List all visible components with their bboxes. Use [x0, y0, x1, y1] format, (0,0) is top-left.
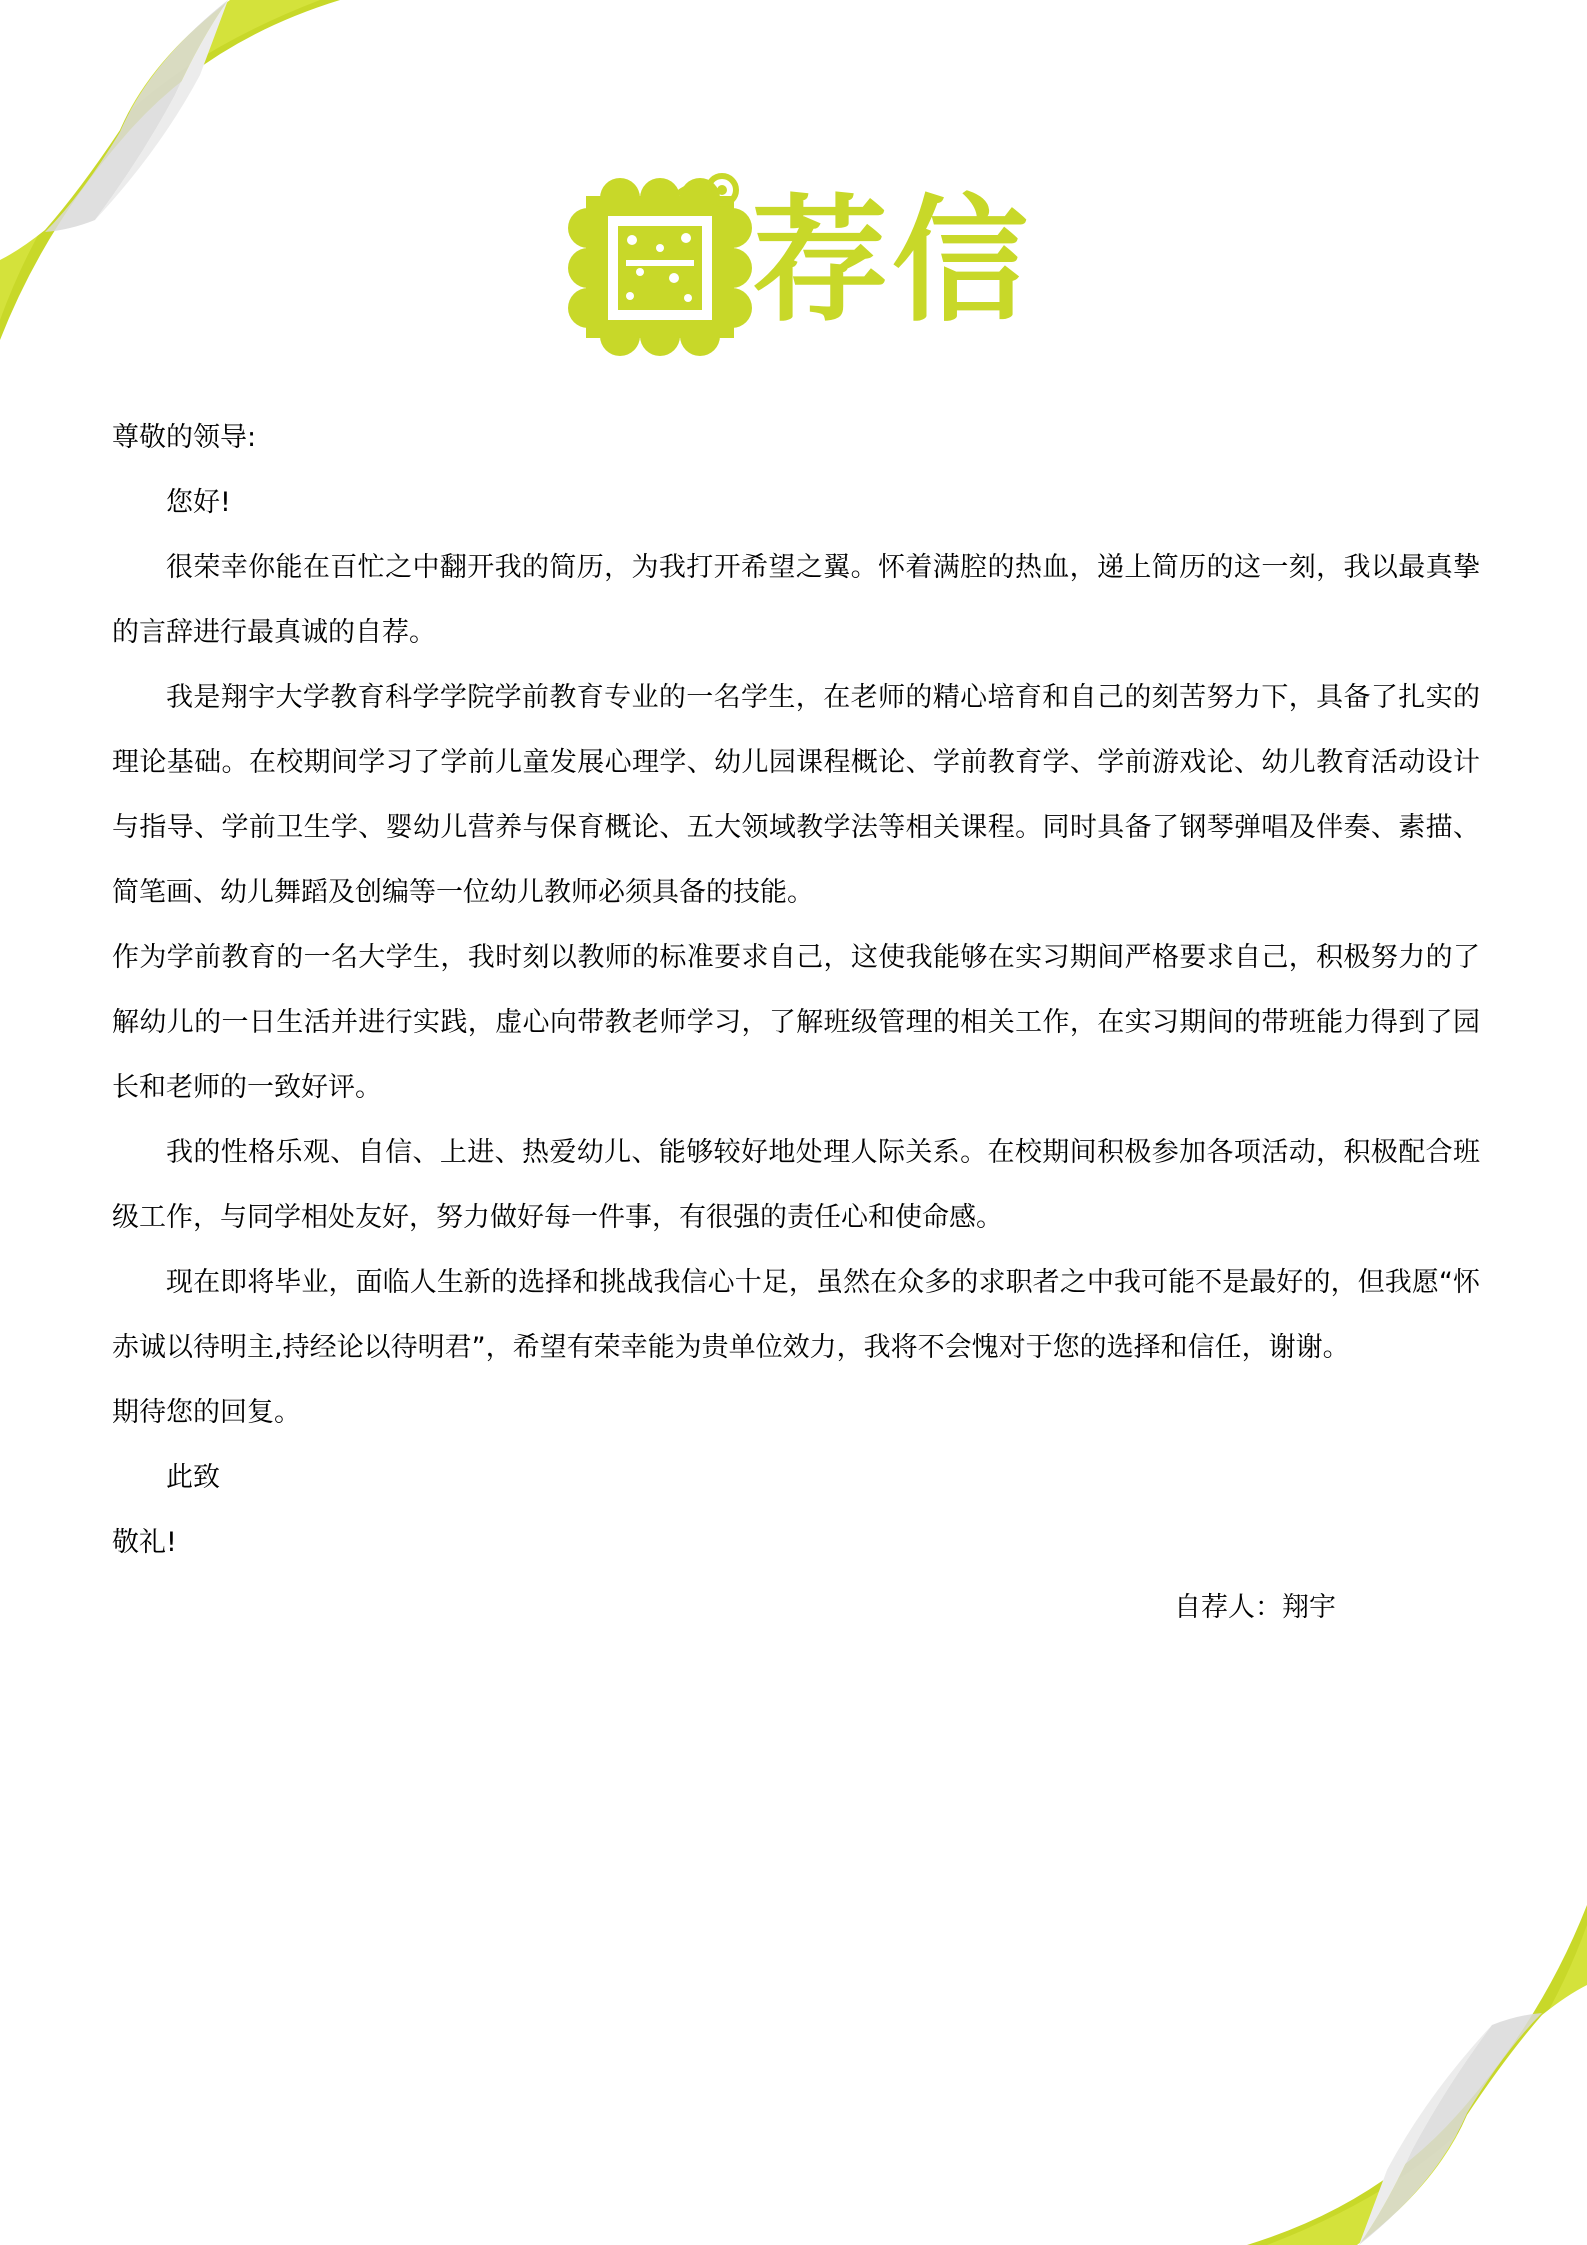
salutation: 尊敬的领导: — [112, 422, 257, 453]
signature: 自荐人：翔宇 — [1174, 1592, 1336, 1623]
expect-reply: 期待您的回复。 — [112, 1397, 301, 1428]
greeting: 您好! — [166, 487, 231, 518]
paragraph-personality: 我的性格乐观、自信、上进、热爱幼儿、能够较好地处理人际关系。在校期间积极参加各项活动，积极配合班级工作，与同学相处友好，努力做好每一件事，有很强的责任心和使命感。 — [112, 1137, 1480, 1233]
page-title: 荐信 — [752, 183, 1032, 341]
paragraph-intro: 很荣幸你能在百忙之中翻开我的简历，为我打开希望之翼。怀着满腔的热血，递上简历的这一刻，我以最真挚的言辞进行最真诚的自荐。 — [112, 552, 1480, 648]
page-curl-bottom-right — [1247, 1905, 1587, 2245]
paragraph-education: 我是翔宇大学教育科学学院学前教育专业的一名学生，在老师的精心培育和自己的刻苦努力下，具备了扎实的理论基础。在校期间学习了学前儿童发展心理学、幼儿园课程概论、学前教育学、学前游戏论、幼儿教育活动设计与指导、学前卫生学、婴幼儿营养与保育概论、五大领域教学法等相关课程。同时具备了钢琴弹唱及伴奏、素描、简笔画、幼儿舞蹈及创编等一位幼儿教师必须具备的技能。 — [112, 682, 1480, 908]
page-curl-top-left — [0, 0, 340, 340]
closing-line-1: 此致 — [166, 1462, 220, 1493]
paragraph-conclusion: 现在即将毕业，面临人生新的选择和挑战我信心十足，虽然在众多的求职者之中我可能不是最好的，但我愿“怀赤诚以待明主,持经论以待明君”，希望有荣幸能为贵单位效力，我将不会愧对于您的选择和信任，谢谢。 — [112, 1267, 1480, 1363]
paragraph-internship: 作为学前教育的一名大学生，我时刻以教师的标准要求自己，这使我能够在实习期间严格要求自己，积极努力的了解幼儿的一日生活并进行实践，虚心向带教老师学习，了解班级管理的相关工作，在实习期间的带班能力得到了园长和老师的一致好评。 — [112, 942, 1480, 1103]
letter-body — [112, 405, 1480, 1640]
closing-line-2: 敬礼! — [112, 1527, 177, 1558]
